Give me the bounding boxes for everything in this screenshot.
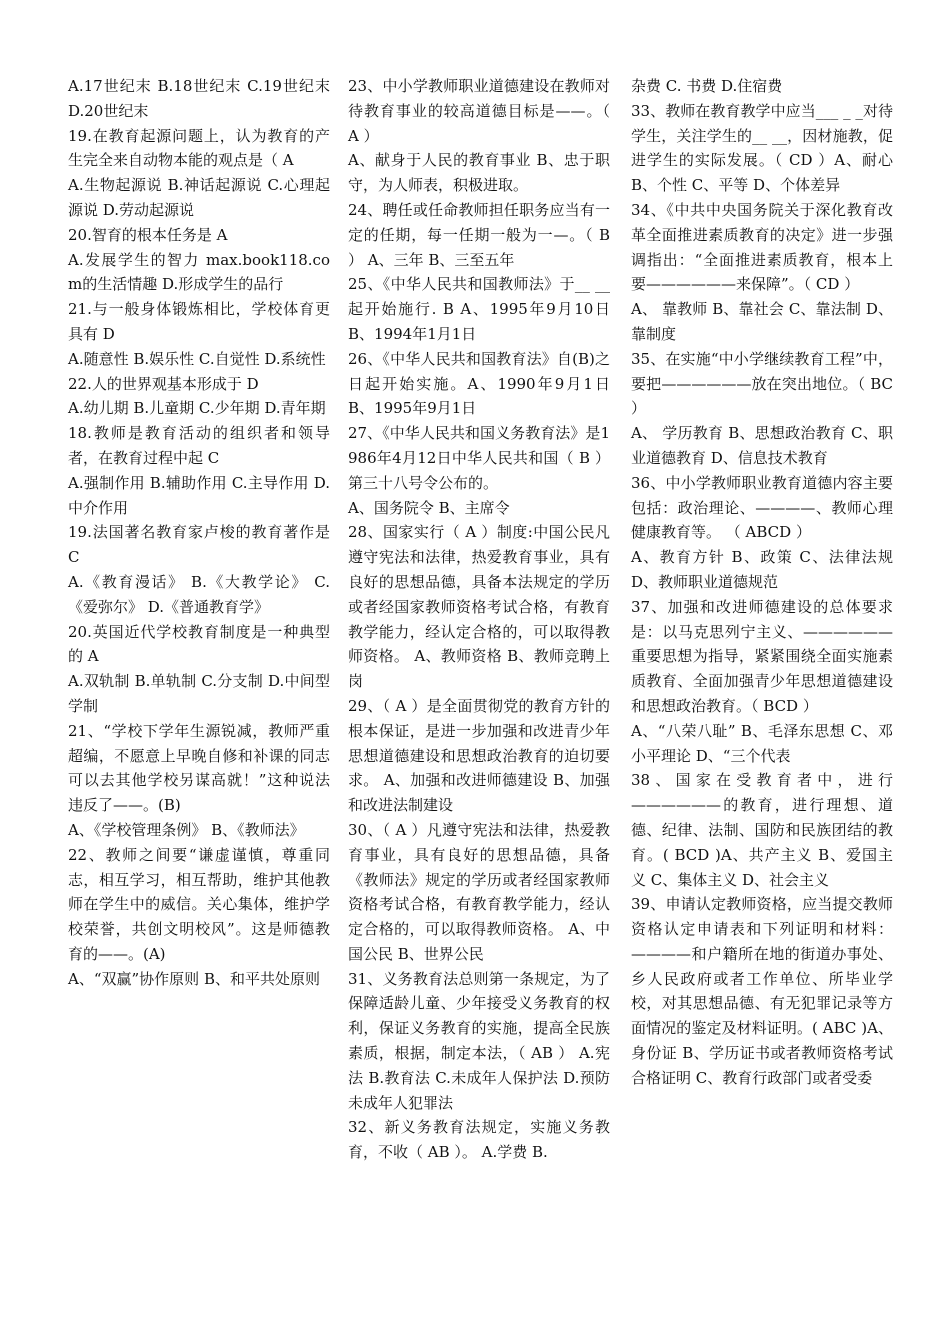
text-column-1 [68,74,330,991]
question-paragraph: A、“双赢”协作原则 B、和平共处原则 [68,969,320,988]
question-paragraph: 21、“学校下学年生源锐减，教师严重超编，不愿意上早晚自修和补课的同志可以去其他学校另谋高就！”这种说法违反了——。(B) [68,721,330,815]
question-paragraph: A、 学历教育 B、思想政治教育 C、职业道德教育 D、信息技术教育 [631,424,893,467]
question-paragraph: A.随意性 B.娱乐性 C.自觉性 D.系统性 [68,349,326,368]
question-paragraph: A.幼儿期 B.儿童期 C.少年期 D.青年期 [68,399,326,418]
question-paragraph: A.发展学生的智力 max.book118.com的生活情趣 D.形成学生的品行 [68,250,330,294]
question-paragraph: 18.教师是教育活动的组织者和领导者，在教育过程中起 C [68,424,330,467]
question-paragraph: 37、加强和改进师德建设的总体要求是：以马克思列宁主义、——————重要思想为指导，紧紧围绕全面实施素质教育、全面加强青少年思想道德建设和思想政治教育。（ BCD ） [631,597,893,715]
question-paragraph: 35、在实施“中小学继续教育工程”中，要把——————放在突出地位。（ BC ） [631,349,893,418]
question-paragraph: 20.英国近代学校教育制度是一种典型的 A [68,622,330,666]
text-column-3 [631,74,893,1091]
question-paragraph: 20.智育的根本任务是 A [68,225,228,244]
question-paragraph: 38、国家在受教育者中，进行——————的教育，进行理想、道德、纪律、法制、国防和民族团结的教育。( BCD )A、共产主义 B、爱国主义 C、集体主义 D、社会主义 [631,771,893,889]
question-paragraph: 34、《中共中央国务院关于深化教育改革全面推进素质教育的决定》进一步强调指出：“全面推进素质教育，根本上要——————来保障”。（ CD ） [631,200,893,294]
question-paragraph: 28、国家实行（ A ）制度:中国公民凡遵守宪法和法律，热爱教育事业，具有良好的思想品德，具备本法规定的学历或者经国家教师资格考试合格，有教育教学能力，经认定合格的，可以取得教师资格。 A、教师资格 B、教师竞聘上岗 [348,523,610,691]
question-paragraph: 29、（ A ）是全面贯彻党的教育方针的根本保证，是进一步加强和改进青少年思想道德建设和思想政治教育的迫切要求。 A、加强和改进师德建设 B、加强和改进法制建设 [348,696,610,815]
question-paragraph: A.《教育漫话》 B.《大教学论》 C.《爱弥尔》 D.《普通教育学》 [68,572,330,616]
question-paragraph: A、教育方针 B、政策 C、法律法规 D、教师职业道德规范 [631,548,893,591]
question-paragraph: 19.在教育起源问题上，认为教育的产生完全来自动物本能的观点是（ A [68,126,330,170]
question-paragraph: 30、（ A ）凡遵守宪法和法律，热爱教育事业，具有良好的思想品德，具备《教师法》规定的学历或者经国家教师资格考试合格，有教育教学能力，经认定合格的，可以取得教师资格。 A、中国公民 B、世界公民 [348,820,610,963]
question-paragraph: 24、聘任或任命教师担任职务应当有一定的任期，每一任期一般为一—。（ B ） A、三年 B、三至五年 [348,200,610,269]
question-paragraph: 33、教师在教育教学中应当___ _ _对待学生，关注学生的__ __，因材施教，促进学生的实际发展。（ CD ）A、耐心 B、个性 C、平等 D、个体差异 [631,101,893,195]
document-page [68,74,894,1334]
question-paragraph: 21.与一般身体锻炼相比，学校体育更具有 D [68,300,330,343]
question-paragraph: 25、《中华人民共和国教师法》于__ __起开始施行. B A、1995年9月10日 B、1994年1月1日 [348,275,610,343]
question-paragraph: 31、义务教育法总则第一条规定，为了保障适龄儿童、少年接受义务教育的权利，保证义务教育的实施，提高全民族素质，根据，制定本法，（ AB ） A.宪法 B.教育法 C.未成年人保护法 D.预防未成年人犯罪法 [348,969,610,1112]
question-paragraph: 19.法国著名教育家卢梭的教育著作是 C [68,523,330,567]
question-paragraph: A、《学校管理条例》 B、《教师法》 [68,820,305,839]
question-paragraph: 22、教师之间要“谦虚谨慎，尊重同志，相互学习，相互帮助，维护其他教师在学生中的威信。关心集体，维护学校荣誉，共创文明校风”。这是师德教育的——。(A) [68,845,330,963]
question-paragraph: A.17世纪末 B.18世纪末 C.19世纪末 D.20世纪末 [68,77,330,120]
question-paragraph: A.生物起源说 B.神话起源说 C.心理起源说 D.劳动起源说 [68,176,330,219]
question-paragraph: A、献身于人民的教育事业 B、忠于职守，为人师表，积极进取。 [348,151,610,195]
question-paragraph: 36、中小学教师职业教育道德内容主要包括：政治理论、————、教师心理健康教育等。 （ ABCD ） [631,473,893,542]
question-paragraph: A、 靠教师 B、靠社会 C、靠法制 D、 靠制度 [631,300,893,343]
question-paragraph: 杂费 C. 书费 D.住宿费 [631,77,783,95]
question-paragraph: A.强制作用 B.辅助作用 C.主导作用 D.中介作用 [68,473,330,517]
question-paragraph: 39、申请认定教师资格，应当提交教师资格认定申请表和下列证明和材料：————和户籍所在地的街道办事处、乡人民政府或者工作单位、所毕业学校，对其思想品德、有无犯罪记录等方面情况的鉴定及材料证明。( ABC )A、身份证 B、学历证书或者教师资格考试合格证明 C、教育行政部门或者受委 [631,895,893,1087]
question-paragraph: 32、新义务教育法规定，实施义务教育，不收（ AB ）。 A.学费 B. [348,1118,610,1162]
question-paragraph: 26、《中华人民共和国教育法》自(B)之日起开始实施。A、1990年9月1日 B、1995年9月1日 [348,349,610,418]
text-column-2 [348,74,610,1165]
question-paragraph: 27、《中华人民共和国义务教育法》是1986年4月12日中华人民共和国（ B ）第三十八号令公布的。 [348,424,610,492]
question-paragraph: 23、中小学教师职业道德建设在教师对待教育事业的较高道德目标是——。（ A ） [348,77,610,145]
question-paragraph: A、“八荣八耻” B、毛泽东思想 C、邓小平理论 D、“三个代表 [631,721,893,765]
question-paragraph: 22.人的世界观基本形成于 D [68,374,259,393]
question-paragraph: A、国务院令 B、主席令 [348,498,510,517]
question-paragraph: A.双轨制 B.单轨制 C.分支制 D.中间型学制 [68,672,330,715]
